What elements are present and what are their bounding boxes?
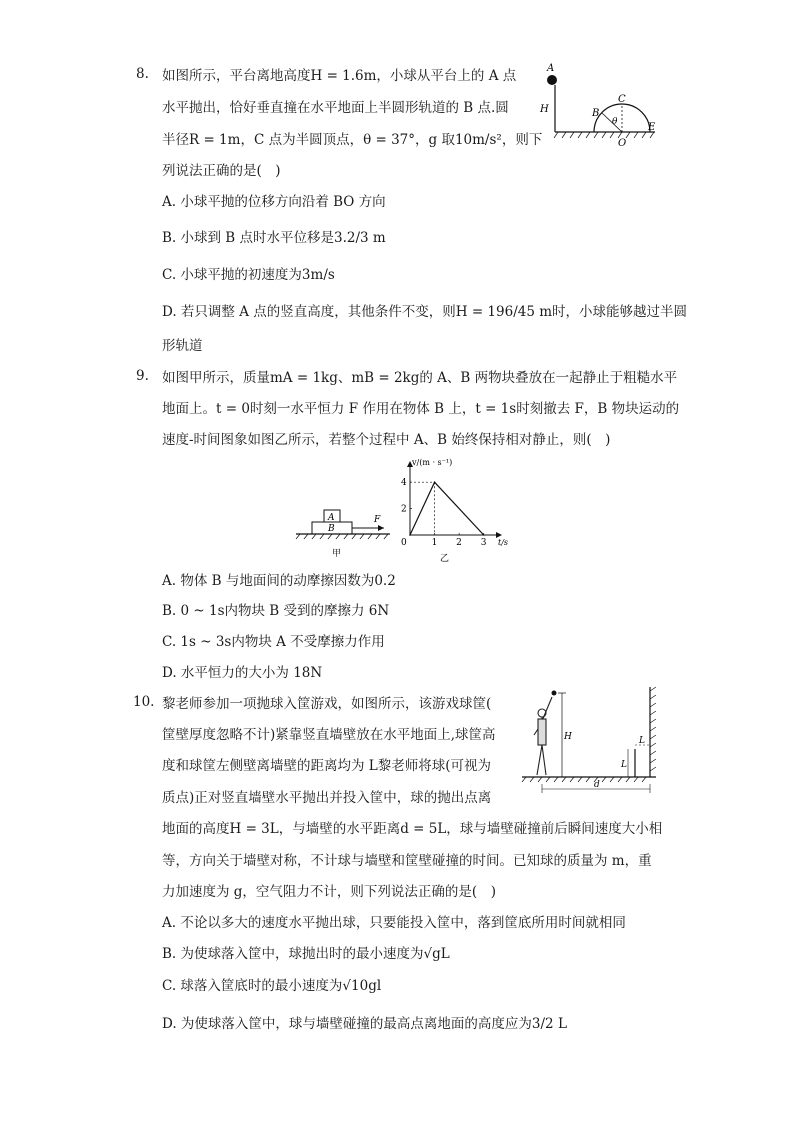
- label-e: E: [648, 122, 656, 133]
- label-theta: θ: [612, 117, 618, 127]
- q9-stem-line-2: 地面上。t = 0时刻一水平恒力 F 作用在物体 B 上，t = 1s时刻撤去 F，B 物块运动的: [162, 401, 680, 417]
- q9-option-a: A. 物体 B 与地面间的动摩擦因数为0.2: [162, 573, 396, 589]
- label-force-f: F: [374, 515, 381, 525]
- q8-option-a: A. 小球平抛的位移方向沿着 BO 方向: [162, 194, 386, 210]
- label-l-side: L: [621, 760, 627, 770]
- q9-option-c: C. 1s ~ 3s内物块 A 不受摩擦力作用: [162, 634, 385, 650]
- q9-stem-line-1: 如图甲所示，质量mA = 1kg、mB = 2kg的 A、B 两物块叠放在一起静止于粗糙水平: [162, 370, 678, 386]
- ball: [552, 691, 557, 696]
- q8-option-d-cont: 形轨道: [162, 338, 203, 354]
- label-h-q10: H: [564, 732, 572, 742]
- q9-option-d: D. 水平恒力的大小为 18N: [162, 665, 323, 681]
- q10-stem-line-2: 筐壁厚度忽略不计)紧靠竖直墙壁放在水平地面上,球筐高: [162, 727, 496, 743]
- q10-stem-line-4: 质点)正对竖直墙壁水平抛出并投入筐中，球的抛出点离: [162, 790, 492, 806]
- q10-option-a: A. 不论以多大的速度水平抛出球，只要能投入筐中，落到筐底所用时间就相同: [162, 915, 626, 931]
- q10-stem-line-1: 黎老师参加一项抛球入筐游戏，如图所示，该游戏球筐(: [162, 696, 492, 712]
- label-block-b: B: [328, 524, 335, 534]
- caption-jia: 甲: [332, 549, 342, 559]
- y-tick-label: 4: [401, 478, 407, 489]
- wall-hatching: [650, 687, 656, 771]
- q10-option-b: B. 为使球落入筐中，球抛出时的最小速度为√gL: [162, 946, 450, 962]
- q10-option-d: D. 为使球落入筐中，球与墙壁碰撞的最高点离地面的高度应为3/2 L: [162, 1016, 567, 1032]
- q10-figure: [520, 685, 660, 797]
- q8-number: 8.: [136, 66, 149, 82]
- q8-stem-line-4: 列说法正确的是( ): [162, 163, 281, 179]
- label-d: d: [594, 780, 600, 790]
- q9-vt-chart: [388, 455, 508, 565]
- label-b: B: [592, 108, 600, 119]
- q10-stem-line-3: 度和球筐左侧壁离墙壁的距离均为 L黎老师将球(可视为: [162, 758, 492, 774]
- data-point: [409, 534, 411, 536]
- q8-option-d: D. 若只调整 A 点的竖直高度，其他条件不变，则H = 196/45 m时，小球能够越过半圆: [162, 304, 688, 320]
- label-h: H: [540, 104, 549, 115]
- q10-stem-line-7: 力加速度为 g，空气阻力不计，则下列说法正确的是( ): [162, 884, 496, 900]
- q10-number: 10.: [133, 694, 155, 710]
- q8-figure: [530, 60, 660, 150]
- label-a: A: [547, 63, 555, 74]
- q8-option-c: C. 小球平抛的初速度为3m/s: [162, 267, 335, 283]
- label-o: O: [618, 138, 627, 149]
- q8-option-b: B. 小球到 B 点时水平位移是3.2/3 m: [162, 230, 386, 246]
- x-tick-label: 2: [456, 538, 462, 548]
- x-tick-label: 1: [431, 538, 438, 548]
- vt-chart-layer: [401, 458, 508, 564]
- q10-option-c: C. 球落入筐底时的最小速度为√10gl: [162, 978, 382, 994]
- series-line: [410, 482, 484, 535]
- x-tick-label: 3: [480, 538, 487, 548]
- q10-stem-line-6: 等，方向关于墙壁对称，不计球与墙壁和筐壁碰撞的时间。已知球的质量为 m，重: [162, 853, 652, 869]
- label-l-top: L: [639, 736, 645, 746]
- q9-number: 9.: [136, 368, 149, 384]
- y-axis-label: v/(m · s⁻¹): [412, 458, 453, 467]
- q8-stem-line-1: 如图所示，平台离地高度H = 1.6m，小球从平台上的 A 点: [162, 68, 517, 84]
- label-block-a: A: [328, 513, 335, 523]
- ground-hatching-jia: [296, 534, 388, 539]
- ground-hatching-q10: [522, 777, 646, 782]
- q8-stem-line-2: 水平抛出，恰好垂直撞在水平地面上半圆形轨道的 B 点.圆: [162, 100, 509, 116]
- origin-label: 0: [401, 538, 407, 548]
- q10-stem-line-5: 地面的高度H = 3L，与墙壁的水平距离d = 5L，球与墙壁碰撞前后瞬间速度大小相: [162, 821, 663, 837]
- force-arrowhead: [378, 525, 384, 531]
- q9-option-b: B. 0 ~ 1s内物块 B 受到的摩擦力 6N: [162, 603, 390, 619]
- q9-stem-line-3: 速度-时间图象如图乙所示，若整个过程中 A、B 始终保持相对静止，则( ): [162, 432, 611, 448]
- x-axis-label: t/s: [498, 538, 508, 547]
- q9-figure-jia: [292, 500, 392, 560]
- teacher-figure: [534, 697, 552, 775]
- chart-caption: 乙: [440, 554, 450, 564]
- label-c: C: [618, 94, 626, 105]
- ball-a: [547, 75, 557, 85]
- ground-hatching: [554, 132, 654, 138]
- q8-stem-line-3: 半径R = 1m，C 点为半圆顶点，θ = 37°，g 取10m/s²，则下: [162, 132, 543, 148]
- y-tick-label: 2: [401, 504, 407, 515]
